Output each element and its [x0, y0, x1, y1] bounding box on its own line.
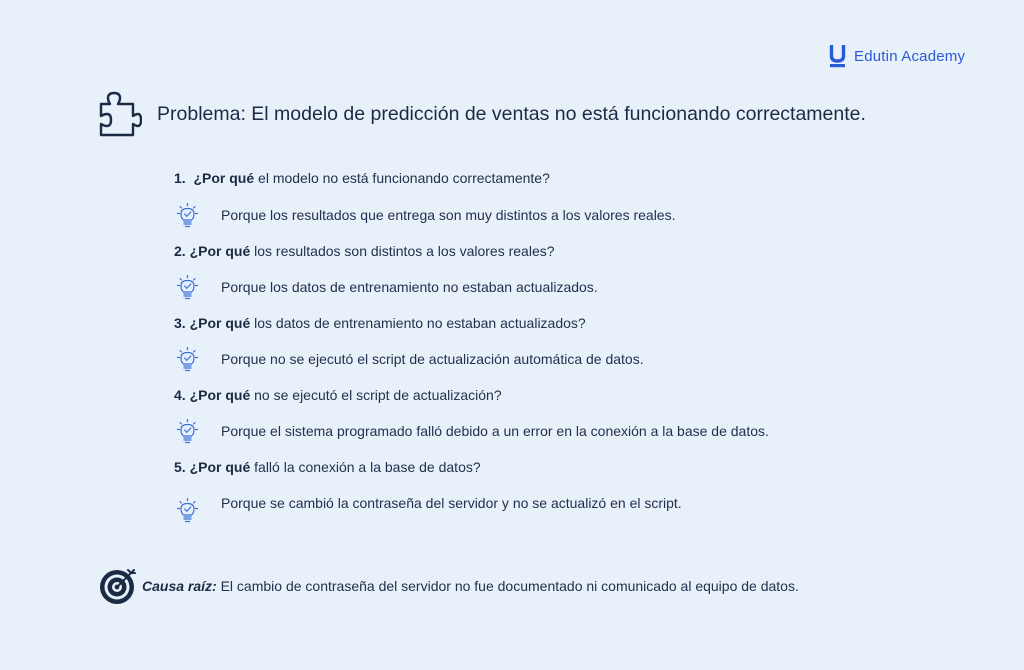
- lightbulb-check-icon: [177, 203, 198, 229]
- lightbulb-check-icon: [177, 498, 198, 524]
- question-bold: ¿Por qué: [193, 170, 255, 186]
- puzzle-piece-icon: [98, 90, 142, 138]
- question-text: falló la conexión a la base de datos?: [250, 459, 481, 475]
- question-2: [174, 243, 555, 259]
- question-5: [174, 459, 481, 475]
- question-number: 4.: [174, 387, 186, 403]
- root-cause: [98, 566, 799, 606]
- root-cause-description: El cambio de contraseña del servidor no fue documentado ni comunicado al equipo de datos.: [216, 578, 799, 594]
- question-4: [174, 387, 502, 403]
- question-text: los datos de entrenamiento no estaban actualizados?: [250, 315, 586, 331]
- question-text: no se ejecutó el script de actualización?: [250, 387, 502, 403]
- target-icon: [98, 566, 138, 606]
- question-1: [174, 170, 550, 186]
- question-bold: ¿Por qué: [189, 243, 251, 259]
- question-number: 5.: [174, 459, 186, 475]
- root-cause-label: Causa raíz:: [142, 578, 217, 594]
- answer-text: Porque el sistema programado falló debido a un error en la conexión a la base de datos.: [221, 423, 769, 439]
- answer-text: Porque no se ejecutó el script de actualización automática de datos.: [221, 351, 644, 367]
- question-bold: ¿Por qué: [189, 315, 251, 331]
- lightbulb-check-icon: [177, 347, 198, 373]
- lightbulb-check-icon: [177, 275, 198, 301]
- question-bold: ¿Por qué: [189, 387, 251, 403]
- question-text: el modelo no está funcionando correctamente?: [254, 170, 550, 186]
- root-cause-text: [142, 578, 799, 594]
- question-number: 2.: [174, 243, 186, 259]
- question-3: [174, 315, 586, 331]
- question-number: 1.: [174, 170, 186, 186]
- problem-title: Problema: El modelo de predicción de ventas no está funcionando correctamente.: [157, 102, 866, 125]
- brand-name: Edutin Academy: [854, 47, 966, 65]
- question-text: los resultados son distintos a los valores reales?: [250, 243, 555, 259]
- answer-text: Porque se cambió la contraseña del servidor y no se actualizó en el script.: [221, 495, 682, 511]
- question-number: 3.: [174, 315, 186, 331]
- answer-text: Porque los datos de entrenamiento no estaban actualizados.: [221, 279, 598, 295]
- edutin-u-logo-icon: [829, 44, 846, 68]
- answer-text: Porque los resultados que entrega son muy distintos a los valores reales.: [221, 207, 676, 223]
- problem-header: [98, 90, 866, 138]
- brand: [829, 44, 965, 68]
- question-bold: ¿Por qué: [189, 459, 251, 475]
- lightbulb-check-icon: [177, 419, 198, 445]
